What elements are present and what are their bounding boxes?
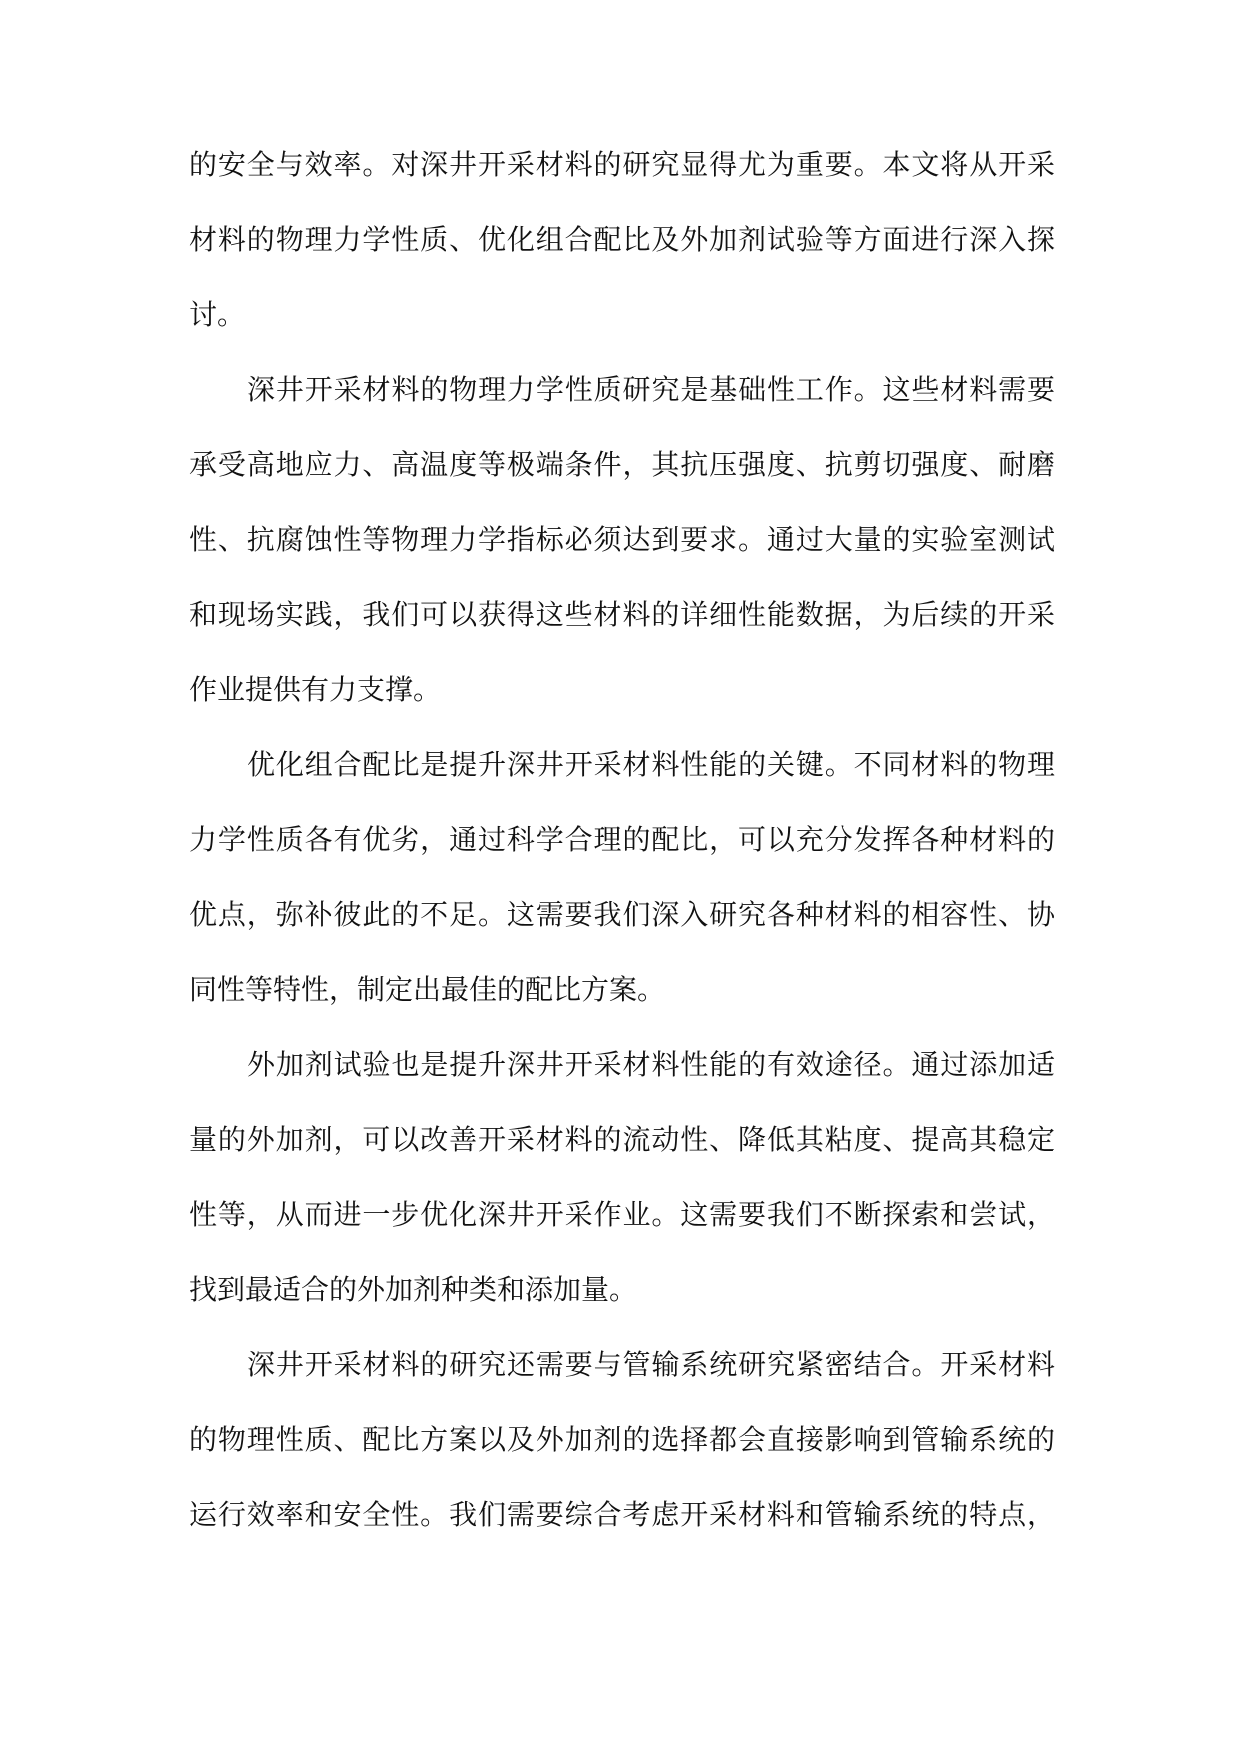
text-line-9: 优化组合配比是提升深井开采材料性能的关键。不同材料的物理 [247,748,1055,781]
text-line-11: 优点，弥补彼此的不足。这需要我们深入研究各种材料的相容性、协 [189,898,1055,931]
text-line-2: 材料的物理力学性质、优化组合配比及外加剂试验等方面进行深入探 [189,223,1055,256]
text-line-7: 和现场实践，我们可以获得这些材料的详细性能数据，为后续的开采 [189,598,1055,631]
text-line-8: 作业提供有力支撑。 [189,673,442,706]
text-line-16: 找到最适合的外加剂种类和添加量。 [189,1273,638,1306]
text-line-17: 深井开采材料的研究还需要与管输系统研究紧密结合。开采材料 [247,1348,1055,1381]
text-line-4: 深井开采材料的物理力学性质研究是基础性工作。这些材料需要 [247,373,1055,406]
text-line-13: 外加剂试验也是提升深井开采材料性能的有效途径。通过添加适 [247,1048,1055,1081]
text-line-1: 的安全与效率。对深井开采材料的研究显得尤为重要。本文将从开采 [189,148,1055,181]
body-text [189,145,1055,1570]
text-line-3: 讨。 [189,298,246,331]
text-line-14: 量的外加剂，可以改善开采材料的流动性、降低其粘度、提高其稳定 [189,1123,1055,1156]
text-line-18: 的物理性质、配比方案以及外加剂的选择都会直接影响到管输系统的 [189,1423,1055,1456]
text-line-5: 承受高地应力、高温度等极端条件，其抗压强度、抗剪切强度、耐磨 [189,448,1055,481]
text-line-6: 性、抗腐蚀性等物理力学指标必须达到要求。通过大量的实验室测试 [189,523,1055,556]
text-line-15: 性等，从而进一步优化深井开采作业。这需要我们不断探索和尝试， [189,1198,1055,1231]
text-line-10: 力学性质各有优劣，通过科学合理的配比，可以充分发挥各种材料的 [189,823,1055,856]
text-line-19: 运行效率和安全性。我们需要综合考虑开采材料和管输系统的特点， [189,1498,1055,1531]
text-line-12: 同性等特性，制定出最佳的配比方案。 [189,973,666,1006]
